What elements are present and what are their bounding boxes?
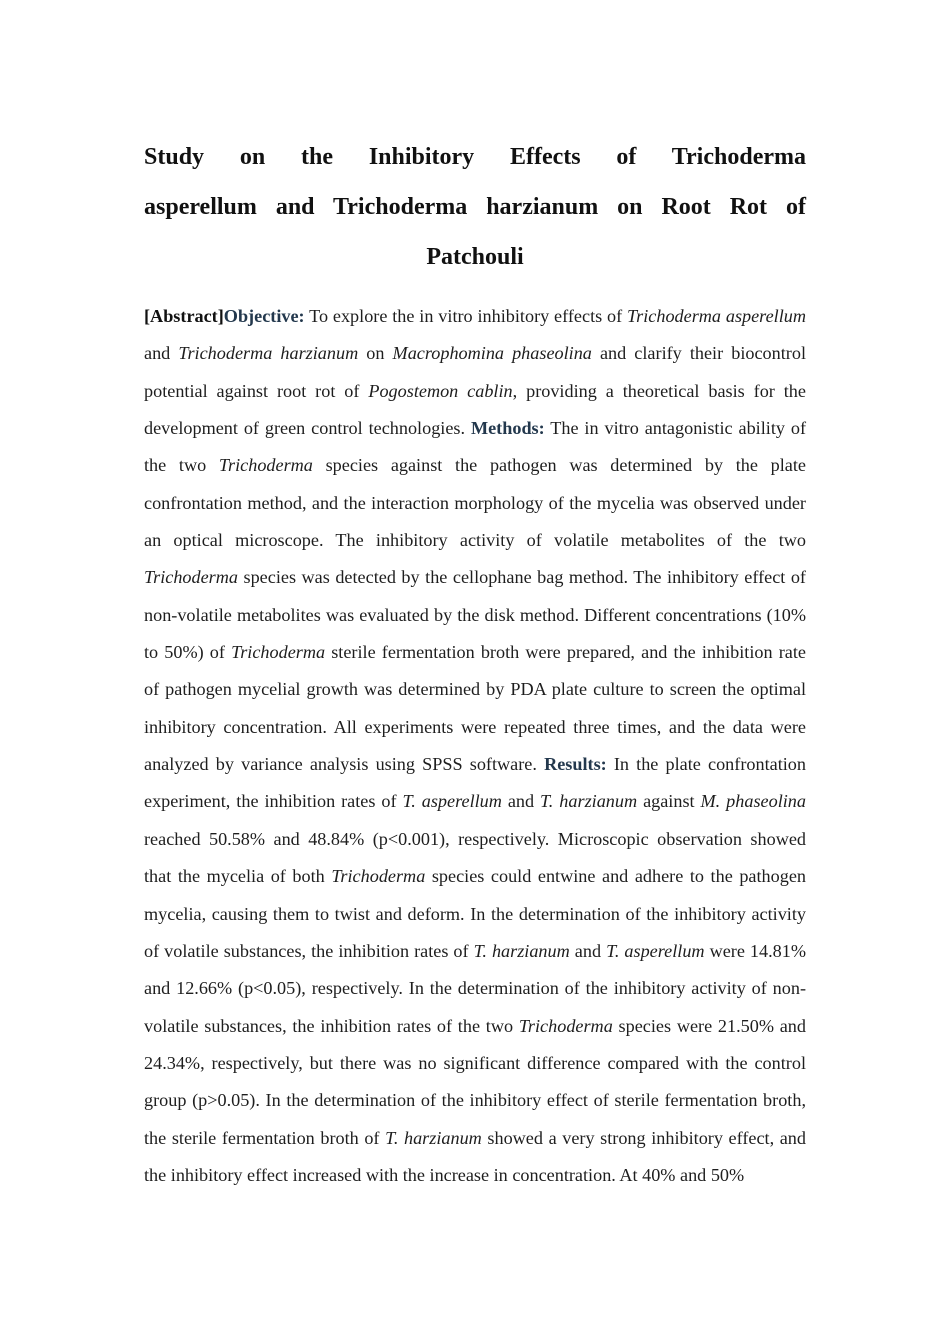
abstract-text: on [358, 343, 393, 364]
abstract-text: In the plate confrontation experiment, the inhibition rates of [144, 754, 806, 812]
species-name: T. harzianum [385, 1127, 482, 1148]
title-line: asperellum and Trichoderma harzianum on Root Rot of [144, 194, 806, 220]
abstract-text: species against the pathogen was determined by the plate confrontation method, and the interaction morphology of the mycelia was observed under an optical microscope. The inhibitory activity of volatile metabolites of the two [144, 455, 806, 551]
title-line: Patchouli [426, 244, 524, 270]
species-name: T. asperellum [606, 940, 705, 961]
abstract-text: were 14.81% and 12.66% (p<0.05), respectively. In the determination of the inhibitory activity of non-volatile substances, the inhibition rates of the two [144, 940, 807, 1036]
abstract-paragraph [144, 298, 806, 1194]
species-name: M. phaseolina [700, 791, 806, 812]
abstract-text: showed a very strong inhibitory effect, and the inhibitory effect increased with the increase in concentration. At 40% and 50% [144, 1127, 806, 1185]
abstract-text: and [144, 343, 179, 364]
abstract-text: and clarify their biocontrol potential against root rot of [144, 343, 806, 401]
abstract-text: , providing a theoretical basis for the development of green control technologies. [144, 380, 806, 439]
species-name: Trichoderma [518, 1015, 613, 1036]
species-name: T. asperellum [402, 791, 502, 812]
species-name: Trichoderma [218, 455, 313, 476]
abstract-text: species were 21.50% and 24.34%, respectively, but there was no significant difference compared with the control group (p>0.05). In the determination of the inhibitory effect of sterile fermentation broth, the sterile fermentation broth of [144, 1015, 806, 1148]
species-name: Trichoderma [231, 642, 326, 663]
abstract-text: against [637, 791, 701, 812]
species-name: Trichoderma harzianum [178, 343, 359, 364]
objective-label: Objective: [223, 306, 305, 326]
title-line: Study on the Inhibitory Effects of Trichoderma [144, 144, 806, 170]
abstract-text: reached 50.58% and 48.84% (p<0.001), respectively. Microscopic observation showed that the mycelia of both [144, 828, 806, 887]
abstract-text: species was detected by the cellophane bag method. The inhibitory effect of non-volatile metabolites was evaluated by the disk method. Different concentrations (10% to 50%) of [144, 567, 806, 663]
species-name: T. harzianum [473, 940, 570, 961]
results-label: Results: [544, 754, 607, 775]
abstract-text: The in vitro antagonistic ability of the two [144, 418, 807, 476]
species-name: Trichoderma asperellum [627, 306, 806, 326]
species-name: Macrophomina phaseolina [392, 343, 592, 364]
abstract-text: To explore the in vitro inhibitory effects of [304, 306, 628, 326]
species-name: T. harzianum [540, 791, 638, 812]
paper-title [144, 132, 806, 282]
abstract-text: species could entwine and adhere to the pathogen mycelia, causing them to twist and deform. In the determination of the inhibitory activity of volatile substances, the inhibition rates of [144, 866, 806, 961]
abstract-text: sterile fermentation broth were prepared, and the inhibition rate of pathogen mycelial growth was determined by PDA plate culture to screen the optimal inhibitory concentration. All experiments were repeated three times, and the data were analyzed by variance analysis using SPSS software. [144, 642, 806, 775]
methods-label: Methods: [470, 418, 545, 439]
species-name: Pogostemon cablin [368, 380, 513, 401]
abstract-text: and [569, 940, 607, 961]
abstract-heading: [Abstract] [144, 306, 224, 326]
abstract-text: and [501, 791, 541, 812]
species-name: Trichoderma [144, 567, 238, 588]
species-name: Trichoderma [331, 866, 426, 887]
